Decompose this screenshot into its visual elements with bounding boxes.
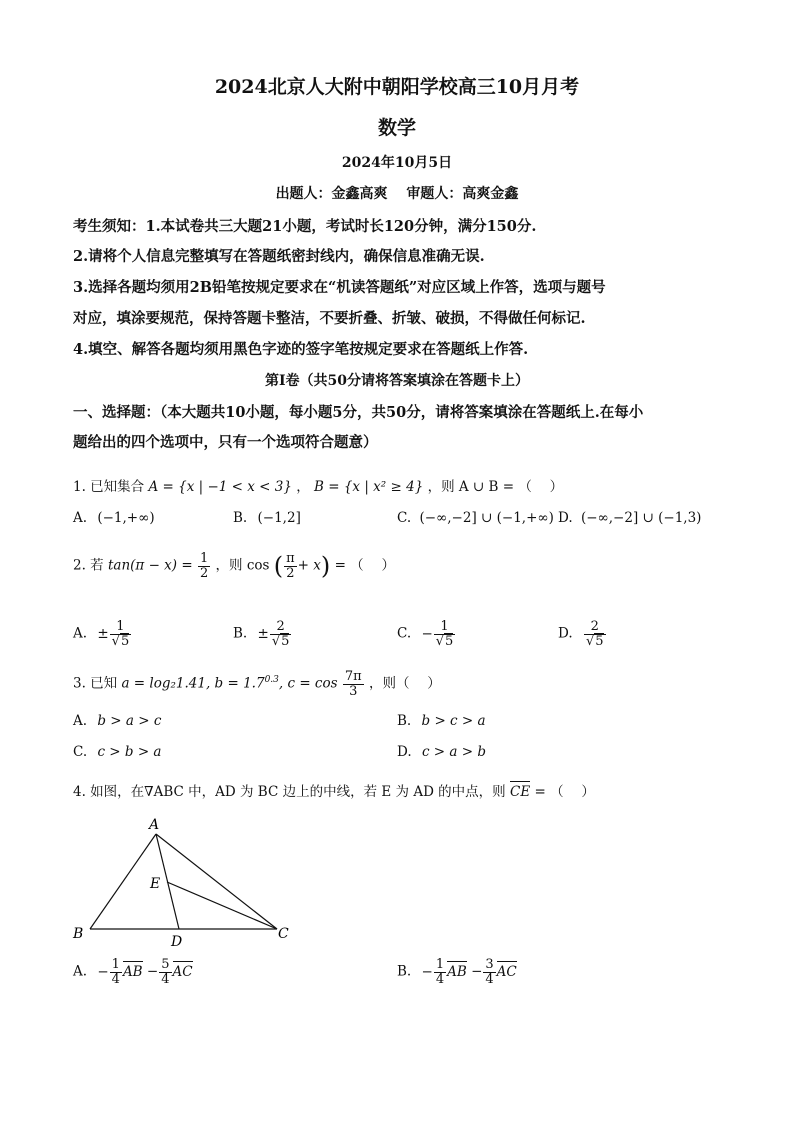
option-label: B.: [397, 713, 412, 729]
option-value: c > a > b: [421, 744, 486, 760]
option-value: c > b > a: [97, 744, 162, 760]
q2-option-c[interactable]: C. − $\frac{1}{√5}$: [397, 619, 454, 649]
q2-fraction: $\frac{1}{2}$: [199, 551, 209, 581]
q2-arg-rest: + x: [297, 557, 321, 574]
section-heading-line-2: 题给出的四个选项中，只有一个选项符合题意）: [73, 434, 378, 451]
notice-line-4: 对应，填涂要规范，保持答题卡整洁，不要折叠、折皱、破损，不得做任何标记.: [73, 310, 586, 327]
q2-arg-fraction: $\frac{\pi}{2}$: [286, 551, 295, 581]
exam-title: 2024北京人大附中朝阳学校高三10月月考: [214, 76, 580, 98]
q1-prefix: 1. 已知集合: [73, 479, 145, 495]
option-value: (−∞,−2] ∪ (−1,+∞): [419, 510, 554, 526]
notice-line-5: 4.填空、解答各题均须用黑色字迹的签字笔按规定要求在答题纸上作答.: [73, 341, 529, 358]
notice-line-2: 2.请将个人信息完整填写在答题纸密封线内，确保信息准确无误.: [73, 248, 485, 265]
option-label: D.: [558, 625, 573, 642]
q2-option-a[interactable]: A. ± $\frac{1}{√5}$: [73, 619, 130, 649]
q3-option-d[interactable]: [397, 744, 486, 760]
option-value: b > c > a: [421, 713, 486, 729]
q3-expr2: , c = cos: [278, 675, 338, 692]
vertex-b-label: B: [73, 926, 84, 942]
q4-option-a[interactable]: A. − $\frac{1}{4}$ AB − $\frac{5}{4}$ AC: [73, 957, 193, 987]
question-2-stem: 2. 若 tan(π − x) = $\frac{1}{2}$ ，则 cos ( $\frac{\pi}{2}$ + x) = （ ）: [73, 551, 395, 581]
side-ac: [156, 834, 277, 929]
q1-option-a[interactable]: [73, 510, 155, 526]
option-label: A.: [73, 963, 88, 980]
side-ab: [90, 834, 156, 929]
q1-sep: ，: [296, 479, 310, 495]
option-label: A.: [73, 625, 88, 642]
option-label: B.: [397, 963, 412, 980]
q2-suffix: = （ ）: [334, 557, 395, 574]
q1-set-b: B = {x | x² ≥ 4}: [314, 479, 424, 495]
q1-option-b[interactable]: [233, 510, 301, 526]
q3-option-c[interactable]: [73, 744, 161, 760]
q4-option-b[interactable]: B. − $\frac{1}{4}$ AB − $\frac{3}{4}$ AC: [397, 957, 517, 987]
q3-expr: a = log₂1.41, b = 1.7: [121, 675, 265, 692]
section-heading-line-1: 一、选择题：（本大题共10小题，每小题5分，共50分，请将答案填涂在答题纸上.在每小: [73, 404, 644, 421]
segment-ce: [167, 882, 277, 929]
question-4-stem: [73, 780, 595, 800]
q2-condition: tan(π − x) =: [107, 557, 193, 574]
exam-date: 2024年10月5日: [341, 155, 453, 171]
notice-line-1: 考生须知：1.本试卷共三大题21小题，考试时长120分钟，满分150分.: [73, 218, 537, 235]
subject-title: 数学: [377, 117, 416, 139]
q2-option-b[interactable]: B. ± $\frac{2}{√5}$: [233, 619, 290, 649]
vertex-a-label: A: [149, 817, 160, 833]
option-label: A.: [73, 713, 88, 729]
option-label: C.: [397, 510, 412, 526]
q2-middle: ，则: [215, 557, 243, 574]
q1-set-a: A = {x | −1 < x < 3}: [148, 479, 292, 495]
q4-suffix: = （ ）: [534, 784, 595, 800]
q3-suffix: ，则（ ）: [368, 675, 441, 692]
question-3-stem: [73, 670, 441, 698]
option-label: B.: [233, 510, 248, 526]
option-value: (−1,2]: [257, 510, 301, 526]
option-label: C.: [397, 625, 412, 642]
q4-text: 4. 如图，在∇ABC 中，AD 为 BC 边上的中线，若 E 为 AD 的中点，则: [73, 784, 506, 800]
option-label: A.: [73, 510, 88, 526]
point-d-label: D: [171, 934, 183, 950]
q4-vector-ce: CE: [509, 784, 531, 800]
option-label: D.: [397, 744, 412, 760]
vertex-c-label: C: [278, 926, 289, 942]
exam-authors: 出题人：金鑫高爽 审题人：高爽金鑫: [275, 186, 519, 202]
option-label: D.: [558, 510, 573, 526]
option-label: C.: [73, 744, 88, 760]
q3-prefix: 3. 已知: [73, 675, 118, 692]
notice-line-3: 3.选择各题均须用2B铅笔按规定要求在“机读答题纸”对应区域上作答，选项与题号: [73, 279, 606, 296]
option-value: (−1,+∞): [97, 510, 155, 526]
q3-option-a[interactable]: [73, 713, 161, 729]
q2-option-d[interactable]: D. $\frac{2}{√5}$: [558, 619, 604, 649]
q1-option-d[interactable]: [558, 510, 701, 526]
q1-suffix: ，则 A ∪ B = （ ）: [427, 479, 564, 495]
q3-option-b[interactable]: [397, 713, 486, 729]
part-heading: 第Ⅰ卷（共50分请将答案填涂在答题卡上）: [264, 373, 530, 389]
option-value: b > a > c: [97, 713, 162, 729]
option-value: (−∞,−2] ∪ (−1,3): [580, 510, 702, 526]
q2-prefix: 2. 若: [73, 557, 104, 574]
point-e-label: E: [150, 876, 161, 892]
question-1-stem: [73, 475, 563, 495]
q1-option-c[interactable]: [397, 510, 554, 526]
q3-fraction: $\frac{7\pi}{3}$: [344, 669, 362, 699]
triangle-figure: [70, 812, 300, 952]
option-label: B.: [233, 625, 248, 642]
q2-cos: cos: [246, 557, 270, 574]
q3-exponent: 0.3: [264, 675, 279, 686]
